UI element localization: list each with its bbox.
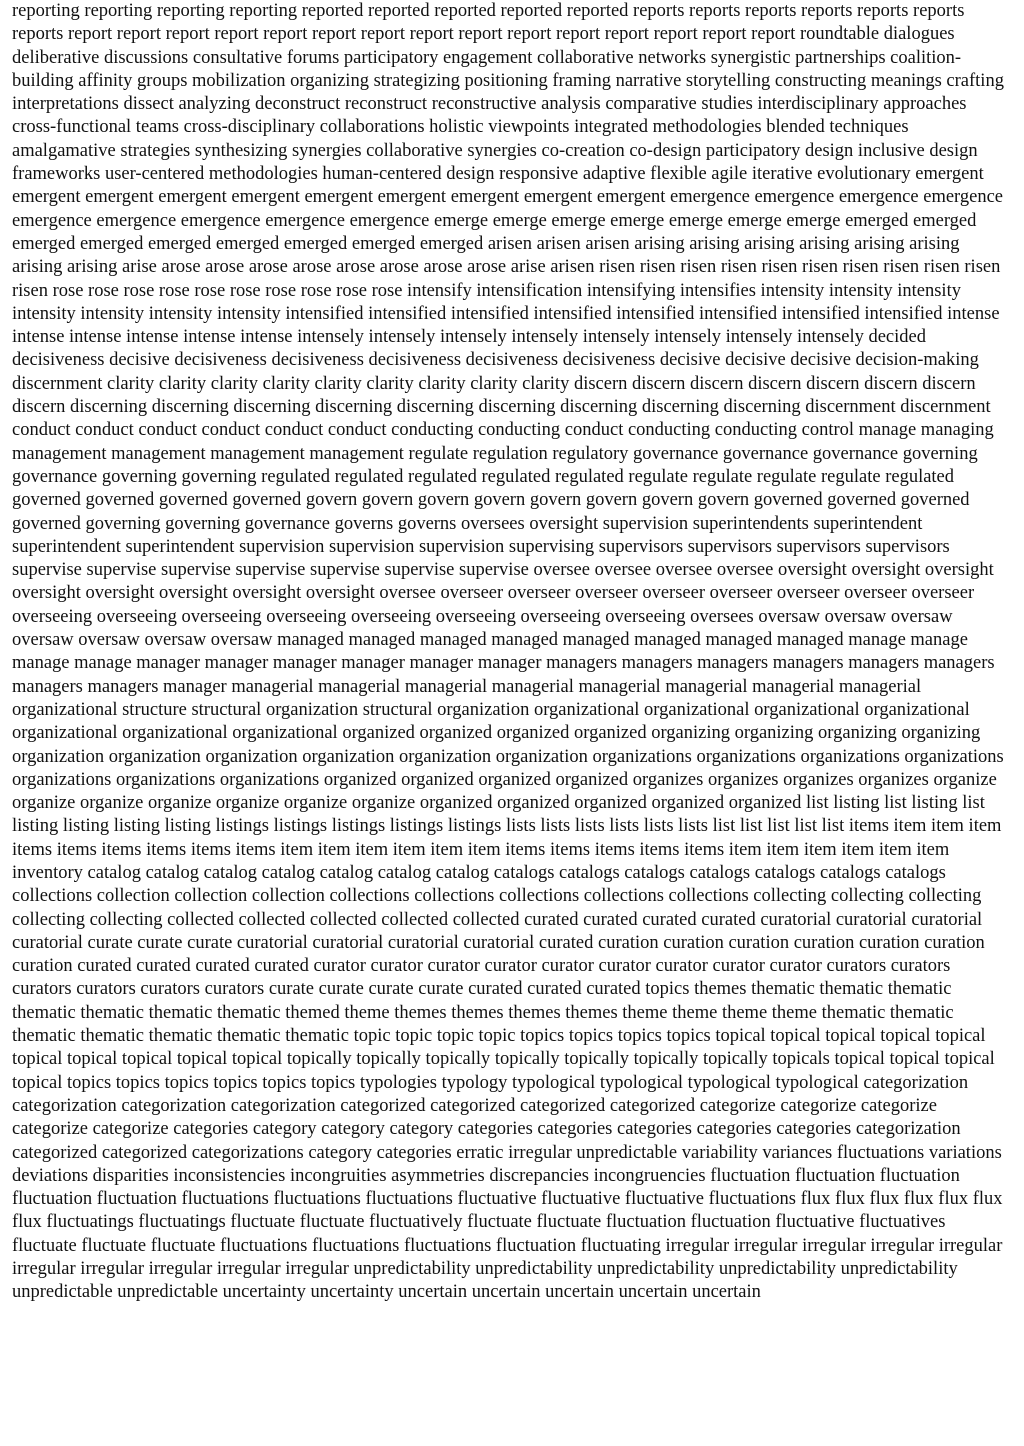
text-line: governs oversees oversight supervision superintendents superintendent superintendent superintendent supervision <box>12 513 923 557</box>
text-line: organize organize organized organized organized organized organized list listing list listing list listing listing listing <box>12 793 985 837</box>
text-line: reporting reporting reporting reporting reported reported reported reported reported reports reports reports reports reports <box>12 1 909 21</box>
text-line: intensification intensifying intensifies intensity intensity intensity intensity intensity intensity intensity intensified <box>12 280 961 324</box>
text-line: synergies collaborative synergies co-creation co-design participatory design inclusive design frameworks user-centered <box>12 140 978 185</box>
text-line: manage manage manage manage manager manager manager manager manager manager managers managers managers <box>12 630 968 674</box>
text-line: supervision supervision supervising supervisors supervisors supervisors supervisors supervise supervise supervise <box>12 536 950 581</box>
text-line: organizational organizational organizational organizational organizational organizational organized organized organized <box>12 699 970 744</box>
text-line: supervise supervise supervise supervise oversee oversee oversee oversee oversight oversight oversight oversight <box>12 560 994 604</box>
text-line: discernment conduct conduct conduct conduct conduct conduct conducting conducting conduct conducting conducting <box>12 397 991 441</box>
text-line: managers managers managers managers managers manager managerial managerial managerial managerial managerial <box>12 653 995 697</box>
text-line: fluctuate fluctuations fluctuations fluctuations fluctuation fluctuating irregular irregular irregular irregular irregular <box>150 1235 1003 1256</box>
text-line: listing listings listings listings listings listings lists lists lists lists lists lists list list list list list items item item item items <box>12 816 1002 860</box>
text-line: curator curator curator curator curator curators curators curators curators curators curators curate curate curate curate <box>12 956 951 1000</box>
text-line: items items items items items item item item item item item items items items items items item item item item item item <box>56 839 950 860</box>
text-line: regulated regulate regulate regulate regulate regulated governed governed governed governed govern govern govern <box>12 466 955 511</box>
text-line: unpredictability unpredictable unpredictable uncertainty uncertainty uncertain uncertain uncertain uncertain uncertain <box>12 1259 958 1303</box>
text-line: govern govern govern govern govern governed governed governed governed governing governing governance governs <box>12 490 970 534</box>
text-line: oversight oversight oversight oversight oversee overseer overseer overseer overseer overseer overseer overseer overseer <box>85 583 975 604</box>
text-line: arising arising arising arising arising arising arising arise arose arose arose arose arose arose arose arose arise arisen risen <box>12 233 960 278</box>
text-line: thematic topic topic topic topic topics topics topics topics topical topical topical topical topical topical topical topical <box>12 1026 986 1070</box>
text-line: risen risen risen risen risen risen risen risen risen risen rose rose rose rose rose rose rose rose rose rose intensify <box>12 257 1001 301</box>
text-line: discrepancies incongruencies fluctuation fluctuation fluctuation fluctuation fluctuation fluctuations fluctuations <box>12 1165 960 1210</box>
text-line: roundtable dialogues deliberative discussions consultative forums participatory engagement collaborative networks <box>12 24 955 68</box>
text-line: categorization categorization categorization categorization categorized categorized categorized categorized categorize <box>12 1072 969 1116</box>
text-line: collecting collecting collecting collecting collected collected collected collected collected curated curated curated curated <box>12 886 982 930</box>
text-line: topics topics topics topics topics topics typologies typology typological typological typological typological <box>66 1072 859 1093</box>
text-line: clarity clarity clarity clarity clarity clarity clarity clarity clarity discern discern discern discern discern discern discern <box>107 373 976 394</box>
text-line: reconstructive analysis comparative studies interdisciplinary approaches cross-functional teams cross-disciplinary <box>12 94 967 138</box>
text-line: categories categorization categorized categorized categorizations category categories erratic irregular unpredictable <box>12 1119 961 1163</box>
text-line: methodologies human-centered design responsive adaptive flexible agile iterative evolutionary emergent emergent <box>12 164 984 208</box>
text-line: organized organized organized organizes organizes organizes organizes organize organize organize organize organize <box>12 769 997 814</box>
text-line: intensified intensified intensified intensified intensified intensified intensified intense intense intense intense intense <box>12 303 1000 348</box>
text-line: intense intensely intensely intensely intensely intensely intensely intensely intensely decided decisiveness decisive <box>12 327 926 371</box>
text-line: synergistic partnerships coalition-building affinity groups mobilization organizing strategizing positioning framing <box>12 47 962 91</box>
text-line: governance governance governance governing governance governing governing regulated regulated regulated regulated <box>12 443 978 487</box>
text-line: emergence emergence emergence emergence emergence emergence emerge emerge emerge emerge emerge emerge <box>12 187 1004 231</box>
text-line: catalogs collections collection collection collection collections collections collections collections collections collecting <box>12 862 946 907</box>
text-line: organization organizations organizations organizations organizations organizations organizations organizations organized <box>12 746 1004 790</box>
text-line: emergent emergent emergent emergent emergent emergent emergent emergent emergence emergence emergence <box>85 187 919 208</box>
text-line: inventory catalog catalog catalog catalog catalog catalog catalog catalogs catalogs catalogs catalogs catalogs catalogs <box>12 862 881 883</box>
text-line: irregular irregular irregular irregular irregular unpredictability unpredictability unpredictability unpredictability <box>12 1259 836 1280</box>
text-line: curation curation curation curation curation curation curated curated curated curated curator curator curator curator <box>12 932 985 977</box>
text-line: reports reports report report report report report report report report report report report report report report report <box>12 1 965 45</box>
text-line: organized organizing organizing organizing organizing organization organization organization organization organization <box>12 723 981 767</box>
text-line: curatorial curatorial curatorial curatorial curate curate curate curatorial curatorial curatorial curatorial curated curation <box>12 909 983 953</box>
text-line: fluctuations fluctuative fluctuative fluctuative fluctuations flux flux flux flux flux flux flux fluctuatings fluctuatings <box>12 1189 1003 1233</box>
text-line: topical topical topically topically topically topically topically topically topically topicals topical topical topical topical <box>12 1049 995 1093</box>
text-line: emerge emerged emerged emerged emerged emerged emerged emerged emerged emerged arisen arisen arisen arising <box>12 210 977 254</box>
body-paragraph <box>12 0 1014 1305</box>
text-line: collaborations holistic viewpoints integrated methodologies blended techniques amalgamative strategies synthesizing <box>12 117 909 161</box>
text-line: discern discerning discerning discerning discerning discerning discerning discerning discerning discerning discernment <box>12 397 896 418</box>
text-line: fluctuate fluctuate fluctuatively fluctuate fluctuate fluctuation fluctuation fluctuative fluctuatives fluctuate fluctuate <box>12 1212 946 1256</box>
text-line: themes themes themes themes theme theme theme theme thematic thematic thematic thematic thematic thematic <box>12 1002 954 1047</box>
text-line: decisiveness decisiveness decisiveness decisiveness decisiveness decisive decisive decisive decision-making discernment <box>12 350 979 394</box>
text-line: managerial managerial managerial organizational structure structural organization structural organization organizational <box>12 676 922 720</box>
text-line: control manage managing management management management management regulate regulation regulatory <box>12 420 994 464</box>
text-line: curated curated curated topics themes thematic thematic thematic thematic thematic thematic thematic themed theme <box>12 979 952 1023</box>
text-line: narrative storytelling constructing meanings crafting interpretations dissect analyzing deconstruct reconstruct <box>12 70 1004 115</box>
text-line: oversaw oversaw oversaw oversaw oversaw managed managed managed managed managed managed managed managed <box>12 606 953 651</box>
text-line: categorize categorize categorize categorize categories category category category categories categories categories categories <box>12 1095 937 1140</box>
text-line: variability variances fluctuations variations deviations disparities inconsistencies incongruities asymmetries <box>12 1142 1002 1186</box>
text-line: overseeing overseeing overseeing overseeing overseeing overseeing overseeing overseeing oversees oversaw oversaw <box>12 606 887 627</box>
